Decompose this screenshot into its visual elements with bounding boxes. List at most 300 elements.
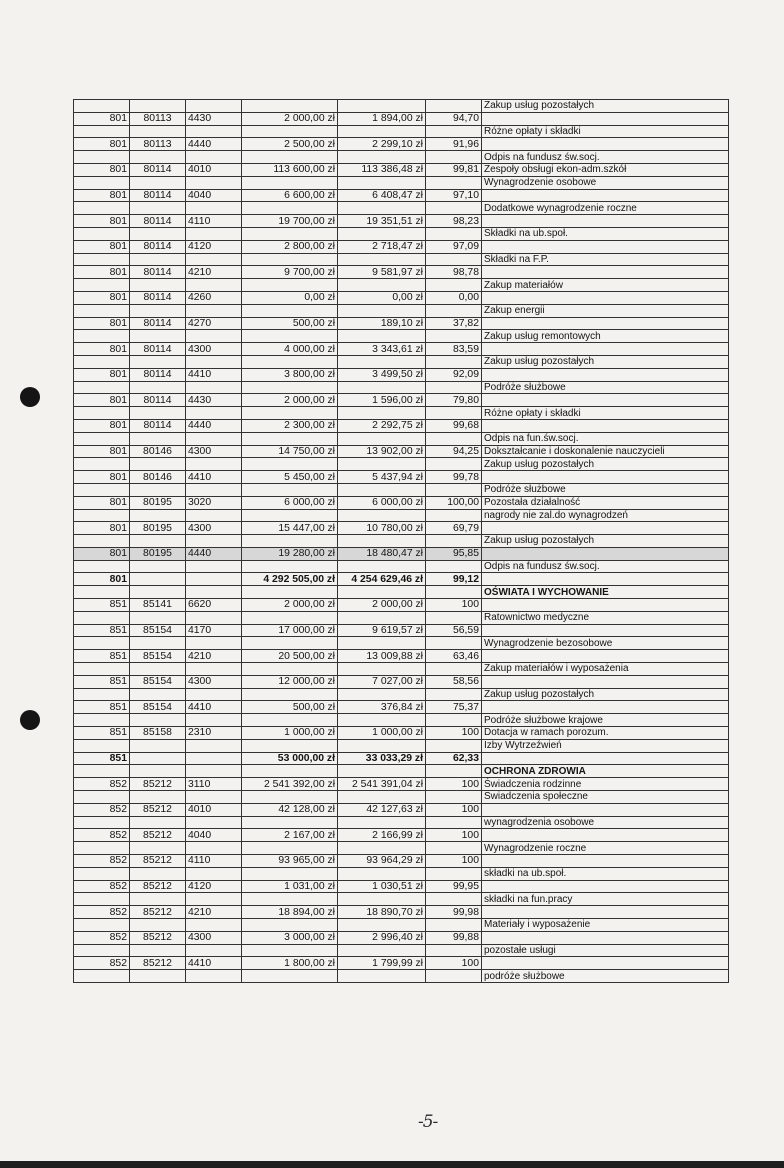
cell-paragraf: [186, 535, 242, 548]
cell-wykonanie: 2 718,47 zł: [338, 240, 426, 253]
cell-opis: Zakup energii: [482, 304, 729, 317]
cell-rozdzial: 85154: [130, 650, 186, 663]
cell-rozdzial: 85212: [130, 829, 186, 842]
cell-wykonanie: 19 351,51 zł: [338, 215, 426, 228]
cell-paragraf: [186, 611, 242, 624]
table-row: [74, 151, 729, 164]
cell-wykonanie: [338, 611, 426, 624]
cell-procent: [426, 560, 482, 573]
cell-dzial: [74, 893, 130, 906]
table-row: [74, 202, 729, 215]
cell-wykonanie: [338, 970, 426, 983]
cell-opis: [482, 931, 729, 944]
cell-plan: 17 000,00 zł: [242, 624, 338, 637]
cell-plan: 113 600,00 zł: [242, 163, 338, 176]
cell-rozdzial: [130, 151, 186, 164]
cell-wykonanie: [338, 458, 426, 471]
table-row: [74, 317, 729, 330]
cell-procent: [426, 765, 482, 778]
table-row: [74, 496, 729, 509]
cell-procent: 99,12: [426, 573, 482, 586]
cell-dzial: [74, 381, 130, 394]
cell-dzial: 851: [74, 701, 130, 714]
cell-procent: 69,79: [426, 522, 482, 535]
table-row: [74, 957, 729, 970]
cell-opis: Dokształcanie i doskonalenie nauczycieli: [482, 445, 729, 458]
cell-dzial: 801: [74, 112, 130, 125]
cell-rozdzial: 80113: [130, 138, 186, 151]
cell-plan: 18 894,00 zł: [242, 906, 338, 919]
cell-procent: 83,59: [426, 343, 482, 356]
cell-paragraf: [186, 714, 242, 727]
cell-paragraf: 4210: [186, 266, 242, 279]
cell-paragraf: [186, 842, 242, 855]
cell-dzial: 801: [74, 547, 130, 560]
cell-opis: Różne opłaty i składki: [482, 407, 729, 420]
cell-wykonanie: [338, 535, 426, 548]
cell-paragraf: [186, 893, 242, 906]
cell-paragraf: [186, 483, 242, 496]
table-row: [74, 381, 729, 394]
cell-plan: 12 000,00 zł: [242, 675, 338, 688]
cell-dzial: [74, 637, 130, 650]
cell-plan: 2 000,00 zł: [242, 394, 338, 407]
cell-wykonanie: [338, 176, 426, 189]
cell-paragraf: [186, 560, 242, 573]
cell-procent: [426, 100, 482, 113]
cell-wykonanie: [338, 304, 426, 317]
cell-paragraf: 4410: [186, 957, 242, 970]
cell-dzial: 801: [74, 496, 130, 509]
cell-plan: [242, 432, 338, 445]
cell-procent: 58,56: [426, 675, 482, 688]
table-row: [74, 880, 729, 893]
cell-opis: Zakup usług pozostałych: [482, 688, 729, 701]
cell-paragraf: [186, 752, 242, 765]
cell-opis: Materiały i wyposażenie: [482, 919, 729, 932]
cell-opis: Zakup usług pozostałych: [482, 535, 729, 548]
table-row: [74, 343, 729, 356]
cell-paragraf: 4110: [186, 855, 242, 868]
cell-paragraf: 4110: [186, 215, 242, 228]
cell-wykonanie: 2 000,00 zł: [338, 599, 426, 612]
cell-paragraf: [186, 509, 242, 522]
cell-rozdzial: 80195: [130, 496, 186, 509]
cell-opis: [482, 189, 729, 202]
cell-rozdzial: [130, 279, 186, 292]
cell-rozdzial: 80113: [130, 112, 186, 125]
cell-dzial: [74, 227, 130, 240]
cell-procent: 63,46: [426, 650, 482, 663]
cell-opis: nagrody nie zal.do wynagrodzeń: [482, 509, 729, 522]
cell-rozdzial: 80114: [130, 291, 186, 304]
cell-plan: [242, 586, 338, 599]
cell-plan: [242, 227, 338, 240]
cell-wykonanie: [338, 714, 426, 727]
cell-paragraf: [186, 739, 242, 752]
cell-procent: [426, 663, 482, 676]
cell-plan: [242, 125, 338, 138]
cell-rozdzial: 85212: [130, 803, 186, 816]
cell-rozdzial: 80195: [130, 547, 186, 560]
cell-procent: [426, 432, 482, 445]
cell-paragraf: 4300: [186, 445, 242, 458]
cell-paragraf: 2310: [186, 727, 242, 740]
cell-plan: [242, 970, 338, 983]
cell-wykonanie: 18 480,47 zł: [338, 547, 426, 560]
cell-wykonanie: [338, 791, 426, 804]
cell-opis: [482, 317, 729, 330]
cell-opis: [482, 522, 729, 535]
cell-dzial: 801: [74, 343, 130, 356]
cell-dzial: 851: [74, 624, 130, 637]
cell-plan: 20 500,00 zł: [242, 650, 338, 663]
cell-plan: [242, 304, 338, 317]
cell-plan: [242, 919, 338, 932]
cell-paragraf: 4300: [186, 522, 242, 535]
cell-dzial: 801: [74, 471, 130, 484]
cell-wykonanie: [338, 509, 426, 522]
cell-procent: 79,80: [426, 394, 482, 407]
cell-wykonanie: [338, 893, 426, 906]
cell-dzial: [74, 842, 130, 855]
table-row: [74, 394, 729, 407]
cell-plan: [242, 202, 338, 215]
cell-plan: 6 000,00 zł: [242, 496, 338, 509]
cell-procent: 98,78: [426, 266, 482, 279]
cell-dzial: [74, 279, 130, 292]
cell-procent: [426, 867, 482, 880]
cell-plan: 42 128,00 zł: [242, 803, 338, 816]
cell-dzial: [74, 739, 130, 752]
cell-dzial: 801: [74, 522, 130, 535]
cell-paragraf: [186, 407, 242, 420]
cell-opis: OCHRONA ZDROWIA: [482, 765, 729, 778]
cell-rozdzial: [130, 227, 186, 240]
cell-procent: [426, 458, 482, 471]
cell-paragraf: [186, 573, 242, 586]
table-row: [74, 663, 729, 676]
cell-opis: [482, 266, 729, 279]
table-row: [74, 586, 729, 599]
cell-wykonanie: 10 780,00 zł: [338, 522, 426, 535]
cell-wykonanie: 1 799,99 zł: [338, 957, 426, 970]
page-number: -5-: [418, 1112, 438, 1132]
cell-paragraf: 4300: [186, 343, 242, 356]
cell-plan: [242, 176, 338, 189]
cell-rozdzial: [130, 202, 186, 215]
cell-procent: [426, 688, 482, 701]
cell-paragraf: [186, 791, 242, 804]
cell-wykonanie: 113 386,48 zł: [338, 163, 426, 176]
cell-opis: Odpis na fundusz św.socj.: [482, 151, 729, 164]
cell-plan: [242, 867, 338, 880]
cell-opis: [482, 599, 729, 612]
cell-wykonanie: [338, 202, 426, 215]
table-row-total: [74, 573, 729, 586]
cell-plan: 2 300,00 zł: [242, 419, 338, 432]
cell-plan: 2 000,00 zł: [242, 599, 338, 612]
cell-opis: [482, 240, 729, 253]
cell-rozdzial: 85141: [130, 599, 186, 612]
cell-plan: 3 800,00 zł: [242, 368, 338, 381]
cell-procent: 56,59: [426, 624, 482, 637]
table-row: [74, 739, 729, 752]
cell-wykonanie: [338, 663, 426, 676]
cell-opis: [482, 624, 729, 637]
cell-dzial: [74, 483, 130, 496]
table-row: [74, 432, 729, 445]
cell-paragraf: [186, 253, 242, 266]
cell-opis: Wynagrodzenie roczne: [482, 842, 729, 855]
cell-rozdzial: [130, 791, 186, 804]
cell-rozdzial: 85212: [130, 855, 186, 868]
cell-opis: Dotacja w ramach porozum.: [482, 727, 729, 740]
cell-dzial: [74, 816, 130, 829]
cell-wykonanie: [338, 842, 426, 855]
table-row: [74, 215, 729, 228]
cell-dzial: [74, 944, 130, 957]
cell-rozdzial: [130, 688, 186, 701]
cell-paragraf: [186, 330, 242, 343]
cell-wykonanie: 33 033,29 zł: [338, 752, 426, 765]
cell-plan: [242, 842, 338, 855]
cell-paragraf: [186, 432, 242, 445]
cell-paragraf: 4430: [186, 394, 242, 407]
cell-opis: Wynagrodzenie bezosobowe: [482, 637, 729, 650]
cell-rozdzial: 80114: [130, 419, 186, 432]
cell-rozdzial: [130, 637, 186, 650]
table-row: [74, 599, 729, 612]
table-row: [74, 727, 729, 740]
cell-rozdzial: 80114: [130, 240, 186, 253]
cell-procent: [426, 944, 482, 957]
cell-wykonanie: [338, 765, 426, 778]
table-row-total: [74, 752, 729, 765]
table-row: [74, 100, 729, 113]
cell-dzial: 851: [74, 650, 130, 663]
cell-procent: [426, 637, 482, 650]
cell-wykonanie: 5 437,94 zł: [338, 471, 426, 484]
cell-wykonanie: [338, 560, 426, 573]
cell-wykonanie: 9 619,57 zł: [338, 624, 426, 637]
cell-procent: 100: [426, 829, 482, 842]
cell-rozdzial: [130, 893, 186, 906]
cell-opis: [482, 803, 729, 816]
cell-dzial: [74, 176, 130, 189]
cell-dzial: 852: [74, 906, 130, 919]
cell-wykonanie: [338, 279, 426, 292]
cell-paragraf: [186, 458, 242, 471]
cell-plan: [242, 407, 338, 420]
cell-plan: 2 541 392,00 zł: [242, 778, 338, 791]
cell-dzial: 852: [74, 855, 130, 868]
cell-plan: [242, 765, 338, 778]
cell-procent: [426, 381, 482, 394]
cell-plan: [242, 739, 338, 752]
cell-opis: Zakup materiałów: [482, 279, 729, 292]
cell-plan: [242, 253, 338, 266]
cell-wykonanie: [338, 739, 426, 752]
table-row: [74, 650, 729, 663]
cell-opis: Podróże służbowe: [482, 381, 729, 394]
cell-procent: [426, 125, 482, 138]
cell-plan: [242, 714, 338, 727]
cell-paragraf: [186, 586, 242, 599]
cell-wykonanie: 18 890,70 zł: [338, 906, 426, 919]
cell-plan: 3 000,00 zł: [242, 931, 338, 944]
cell-dzial: [74, 151, 130, 164]
table-row: [74, 675, 729, 688]
cell-rozdzial: 80114: [130, 343, 186, 356]
cell-rozdzial: 80114: [130, 189, 186, 202]
cell-dzial: 801: [74, 240, 130, 253]
table-row: [74, 458, 729, 471]
cell-opis: [482, 957, 729, 970]
cell-plan: [242, 688, 338, 701]
cell-dzial: 852: [74, 778, 130, 791]
cell-plan: 4 000,00 zł: [242, 343, 338, 356]
cell-wykonanie: 1 030,51 zł: [338, 880, 426, 893]
cell-wykonanie: 2 166,99 zł: [338, 829, 426, 842]
table-row: [74, 483, 729, 496]
table-row: [74, 445, 729, 458]
cell-rozdzial: [130, 752, 186, 765]
cell-dzial: 801: [74, 266, 130, 279]
cell-rozdzial: 85212: [130, 906, 186, 919]
table-row: [74, 266, 729, 279]
cell-wykonanie: [338, 151, 426, 164]
cell-rozdzial: [130, 381, 186, 394]
table-row: [74, 931, 729, 944]
cell-wykonanie: 2 996,40 zł: [338, 931, 426, 944]
table-row: [74, 535, 729, 548]
cell-opis: [482, 880, 729, 893]
cell-opis: [482, 471, 729, 484]
cell-wykonanie: 6 408,47 zł: [338, 189, 426, 202]
cell-wykonanie: 2 541 391,04 zł: [338, 778, 426, 791]
cell-plan: 2 800,00 zł: [242, 240, 338, 253]
cell-opis: składki na fun.pracy: [482, 893, 729, 906]
cell-dzial: 852: [74, 880, 130, 893]
cell-dzial: [74, 100, 130, 113]
cell-wykonanie: [338, 919, 426, 932]
cell-dzial: 801: [74, 394, 130, 407]
cell-rozdzial: [130, 483, 186, 496]
cell-dzial: [74, 688, 130, 701]
cell-procent: 94,25: [426, 445, 482, 458]
cell-paragraf: [186, 663, 242, 676]
cell-wykonanie: [338, 253, 426, 266]
cell-rozdzial: [130, 509, 186, 522]
cell-rozdzial: [130, 560, 186, 573]
cell-opis: [482, 112, 729, 125]
cell-dzial: 851: [74, 599, 130, 612]
cell-wykonanie: [338, 381, 426, 394]
cell-rozdzial: 80146: [130, 471, 186, 484]
cell-dzial: 801: [74, 368, 130, 381]
cell-procent: 100: [426, 727, 482, 740]
cell-plan: [242, 330, 338, 343]
cell-plan: [242, 151, 338, 164]
table-row: [74, 189, 729, 202]
cell-wykonanie: 42 127,63 zł: [338, 803, 426, 816]
cell-procent: 62,33: [426, 752, 482, 765]
cell-opis: Składki na F.P.: [482, 253, 729, 266]
cell-plan: [242, 483, 338, 496]
cell-procent: 37,82: [426, 317, 482, 330]
cell-dzial: 852: [74, 803, 130, 816]
cell-procent: [426, 509, 482, 522]
cell-opis: pozostałe usługi: [482, 944, 729, 957]
cell-opis: Składki na ub.społ.: [482, 227, 729, 240]
cell-plan: [242, 458, 338, 471]
cell-dzial: [74, 125, 130, 138]
cell-opis: podróże służbowe: [482, 970, 729, 983]
cell-paragraf: 4040: [186, 189, 242, 202]
cell-paragraf: [186, 944, 242, 957]
cell-paragraf: 3110: [186, 778, 242, 791]
cell-plan: [242, 279, 338, 292]
cell-opis: Zakup usług remontowych: [482, 330, 729, 343]
table-row: [74, 419, 729, 432]
cell-procent: 99,68: [426, 419, 482, 432]
cell-wykonanie: [338, 688, 426, 701]
cell-plan: 500,00 zł: [242, 701, 338, 714]
cell-procent: [426, 483, 482, 496]
cell-wykonanie: 189,10 zł: [338, 317, 426, 330]
table-row: [74, 112, 729, 125]
cell-rozdzial: [130, 714, 186, 727]
table-row: [74, 138, 729, 151]
cell-paragraf: [186, 202, 242, 215]
cell-rozdzial: 85154: [130, 624, 186, 637]
cell-procent: 100: [426, 855, 482, 868]
cell-dzial: 851: [74, 675, 130, 688]
cell-procent: [426, 279, 482, 292]
cell-paragraf: 4430: [186, 112, 242, 125]
cell-rozdzial: [130, 573, 186, 586]
cell-paragraf: [186, 970, 242, 983]
table-row: [74, 611, 729, 624]
table-row: [74, 227, 729, 240]
cell-procent: 99,81: [426, 163, 482, 176]
table-row: [74, 547, 729, 560]
cell-rozdzial: 85212: [130, 957, 186, 970]
budget-table-body: [74, 100, 729, 983]
cell-paragraf: 4410: [186, 368, 242, 381]
cell-rozdzial: [130, 919, 186, 932]
cell-paragraf: [186, 125, 242, 138]
cell-procent: 75,37: [426, 701, 482, 714]
cell-rozdzial: [130, 765, 186, 778]
cell-dzial: 851: [74, 727, 130, 740]
cell-dzial: [74, 919, 130, 932]
cell-wykonanie: [338, 355, 426, 368]
cell-plan: 6 600,00 zł: [242, 189, 338, 202]
table-row: [74, 829, 729, 842]
cell-procent: [426, 151, 482, 164]
cell-rozdzial: [130, 407, 186, 420]
cell-paragraf: [186, 688, 242, 701]
cell-opis: OŚWIATA I WYCHOWANIE: [482, 586, 729, 599]
cell-plan: [242, 535, 338, 548]
cell-dzial: [74, 304, 130, 317]
cell-opis: Różne opłaty i składki: [482, 125, 729, 138]
cell-plan: 14 750,00 zł: [242, 445, 338, 458]
cell-opis: Izby Wytrzeźwień: [482, 739, 729, 752]
cell-dzial: [74, 202, 130, 215]
